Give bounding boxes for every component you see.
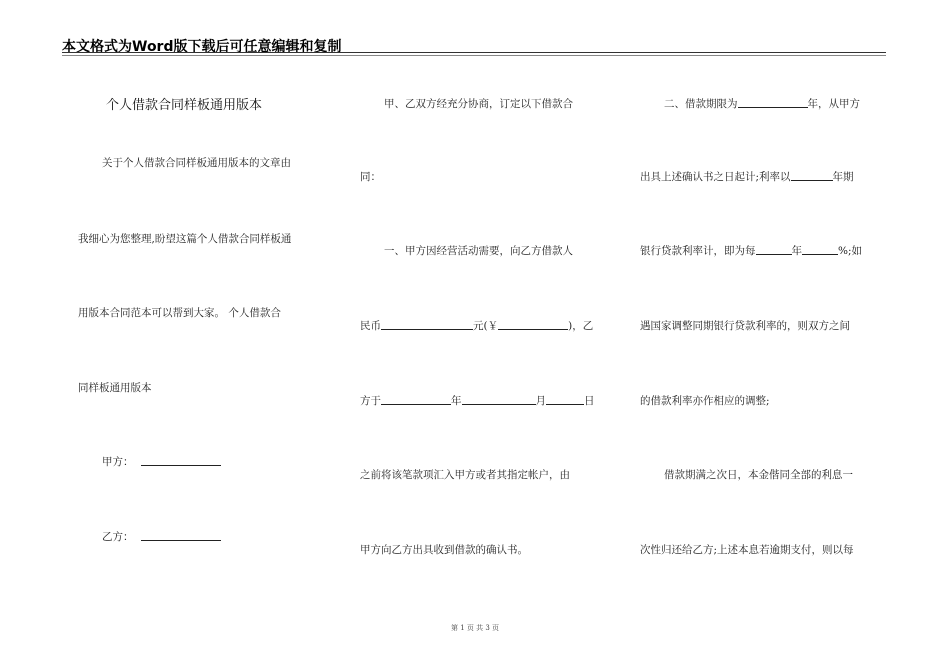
text-fragment: 月 [535, 395, 546, 407]
month-blank [462, 394, 536, 405]
text-fragment: 年，从甲方 [807, 98, 860, 110]
col1-line-1: 关于个人借款合同样板通用版本的文章由 [102, 157, 291, 169]
text-fragment: 方于 [360, 395, 381, 407]
amount-blank [381, 319, 473, 330]
party-a-blank [141, 455, 221, 466]
party-b-label: 乙方： [102, 531, 134, 543]
text-fragment: 日 [584, 395, 595, 407]
col3-line-2 [640, 169, 854, 184]
text-fragment: %;如 [838, 245, 863, 257]
year-blank [381, 394, 451, 405]
col2-line-5 [360, 393, 595, 408]
col3-line-1 [664, 96, 860, 111]
rate-term-blank [791, 170, 833, 181]
col2-line-7: 甲方向乙方出具收到借款的确认书。 [360, 544, 528, 556]
amount-figure-blank [498, 319, 568, 330]
document-title: 个人借款合同样板通用版本 [106, 98, 263, 113]
party-a-label: 甲方： [102, 456, 134, 468]
text-fragment: 年 [451, 395, 462, 407]
header-divider-secondary [62, 55, 886, 56]
text-fragment: 出具上述确认书之日起计;利率以 [640, 171, 791, 183]
text-fragment: 银行贷款利率计，即为每 [640, 245, 756, 257]
col3-line-4: 遇国家调整同期银行贷款利率的，则双方之间 [640, 320, 850, 332]
text-fragment: 民币 [360, 320, 381, 332]
col2-line-1: 甲、乙双方经充分协商，订定以下借款合 [384, 98, 573, 110]
col3-line-7: 次性归还给乙方;上述本息若逾期支付，则以每 [640, 544, 854, 556]
text-fragment: 元(￥ [473, 320, 499, 332]
col3-line-5: 的借款利率亦作相应的调整; [640, 395, 770, 407]
page-header-title: 本文格式为Word版下载后可任意编辑和复制 [62, 39, 342, 55]
col1-line-2: 我细心为您整理,盼望这篇个人借款合同样板通 [78, 233, 292, 245]
party-b-blank [141, 530, 221, 541]
col2-line-4 [360, 318, 593, 333]
col3-line-6: 借款期满之次日，本金偕同全部的利息一 [664, 469, 853, 481]
col2-line-3: 一、甲方因经营活动需要，向乙方借款人 [384, 245, 573, 257]
text-fragment: 二、借款期限为 [664, 98, 738, 110]
col2-line-2: 同： [360, 171, 381, 183]
text-fragment: 年 [791, 245, 802, 257]
header-divider [62, 52, 886, 53]
col1-line-3: 用版本合同范本可以帮到大家。 个人借款合 [78, 307, 281, 319]
rate-amount-blank [756, 244, 792, 255]
page-footer: 第 1 页 共 3 页 [450, 624, 500, 632]
term-blank [738, 97, 808, 108]
col3-line-3 [640, 243, 862, 258]
rate-percent-blank [802, 244, 838, 255]
text-fragment: 年期 [832, 171, 854, 183]
col1-line-4: 同样板通用版本 [78, 382, 152, 394]
text-fragment: )，乙 [568, 320, 594, 332]
party-a-row [102, 454, 221, 469]
day-blank [546, 394, 584, 405]
party-b-row [102, 529, 221, 544]
col2-line-6: 之前将该笔款项汇入甲方或者其指定帐户，由 [360, 469, 570, 481]
